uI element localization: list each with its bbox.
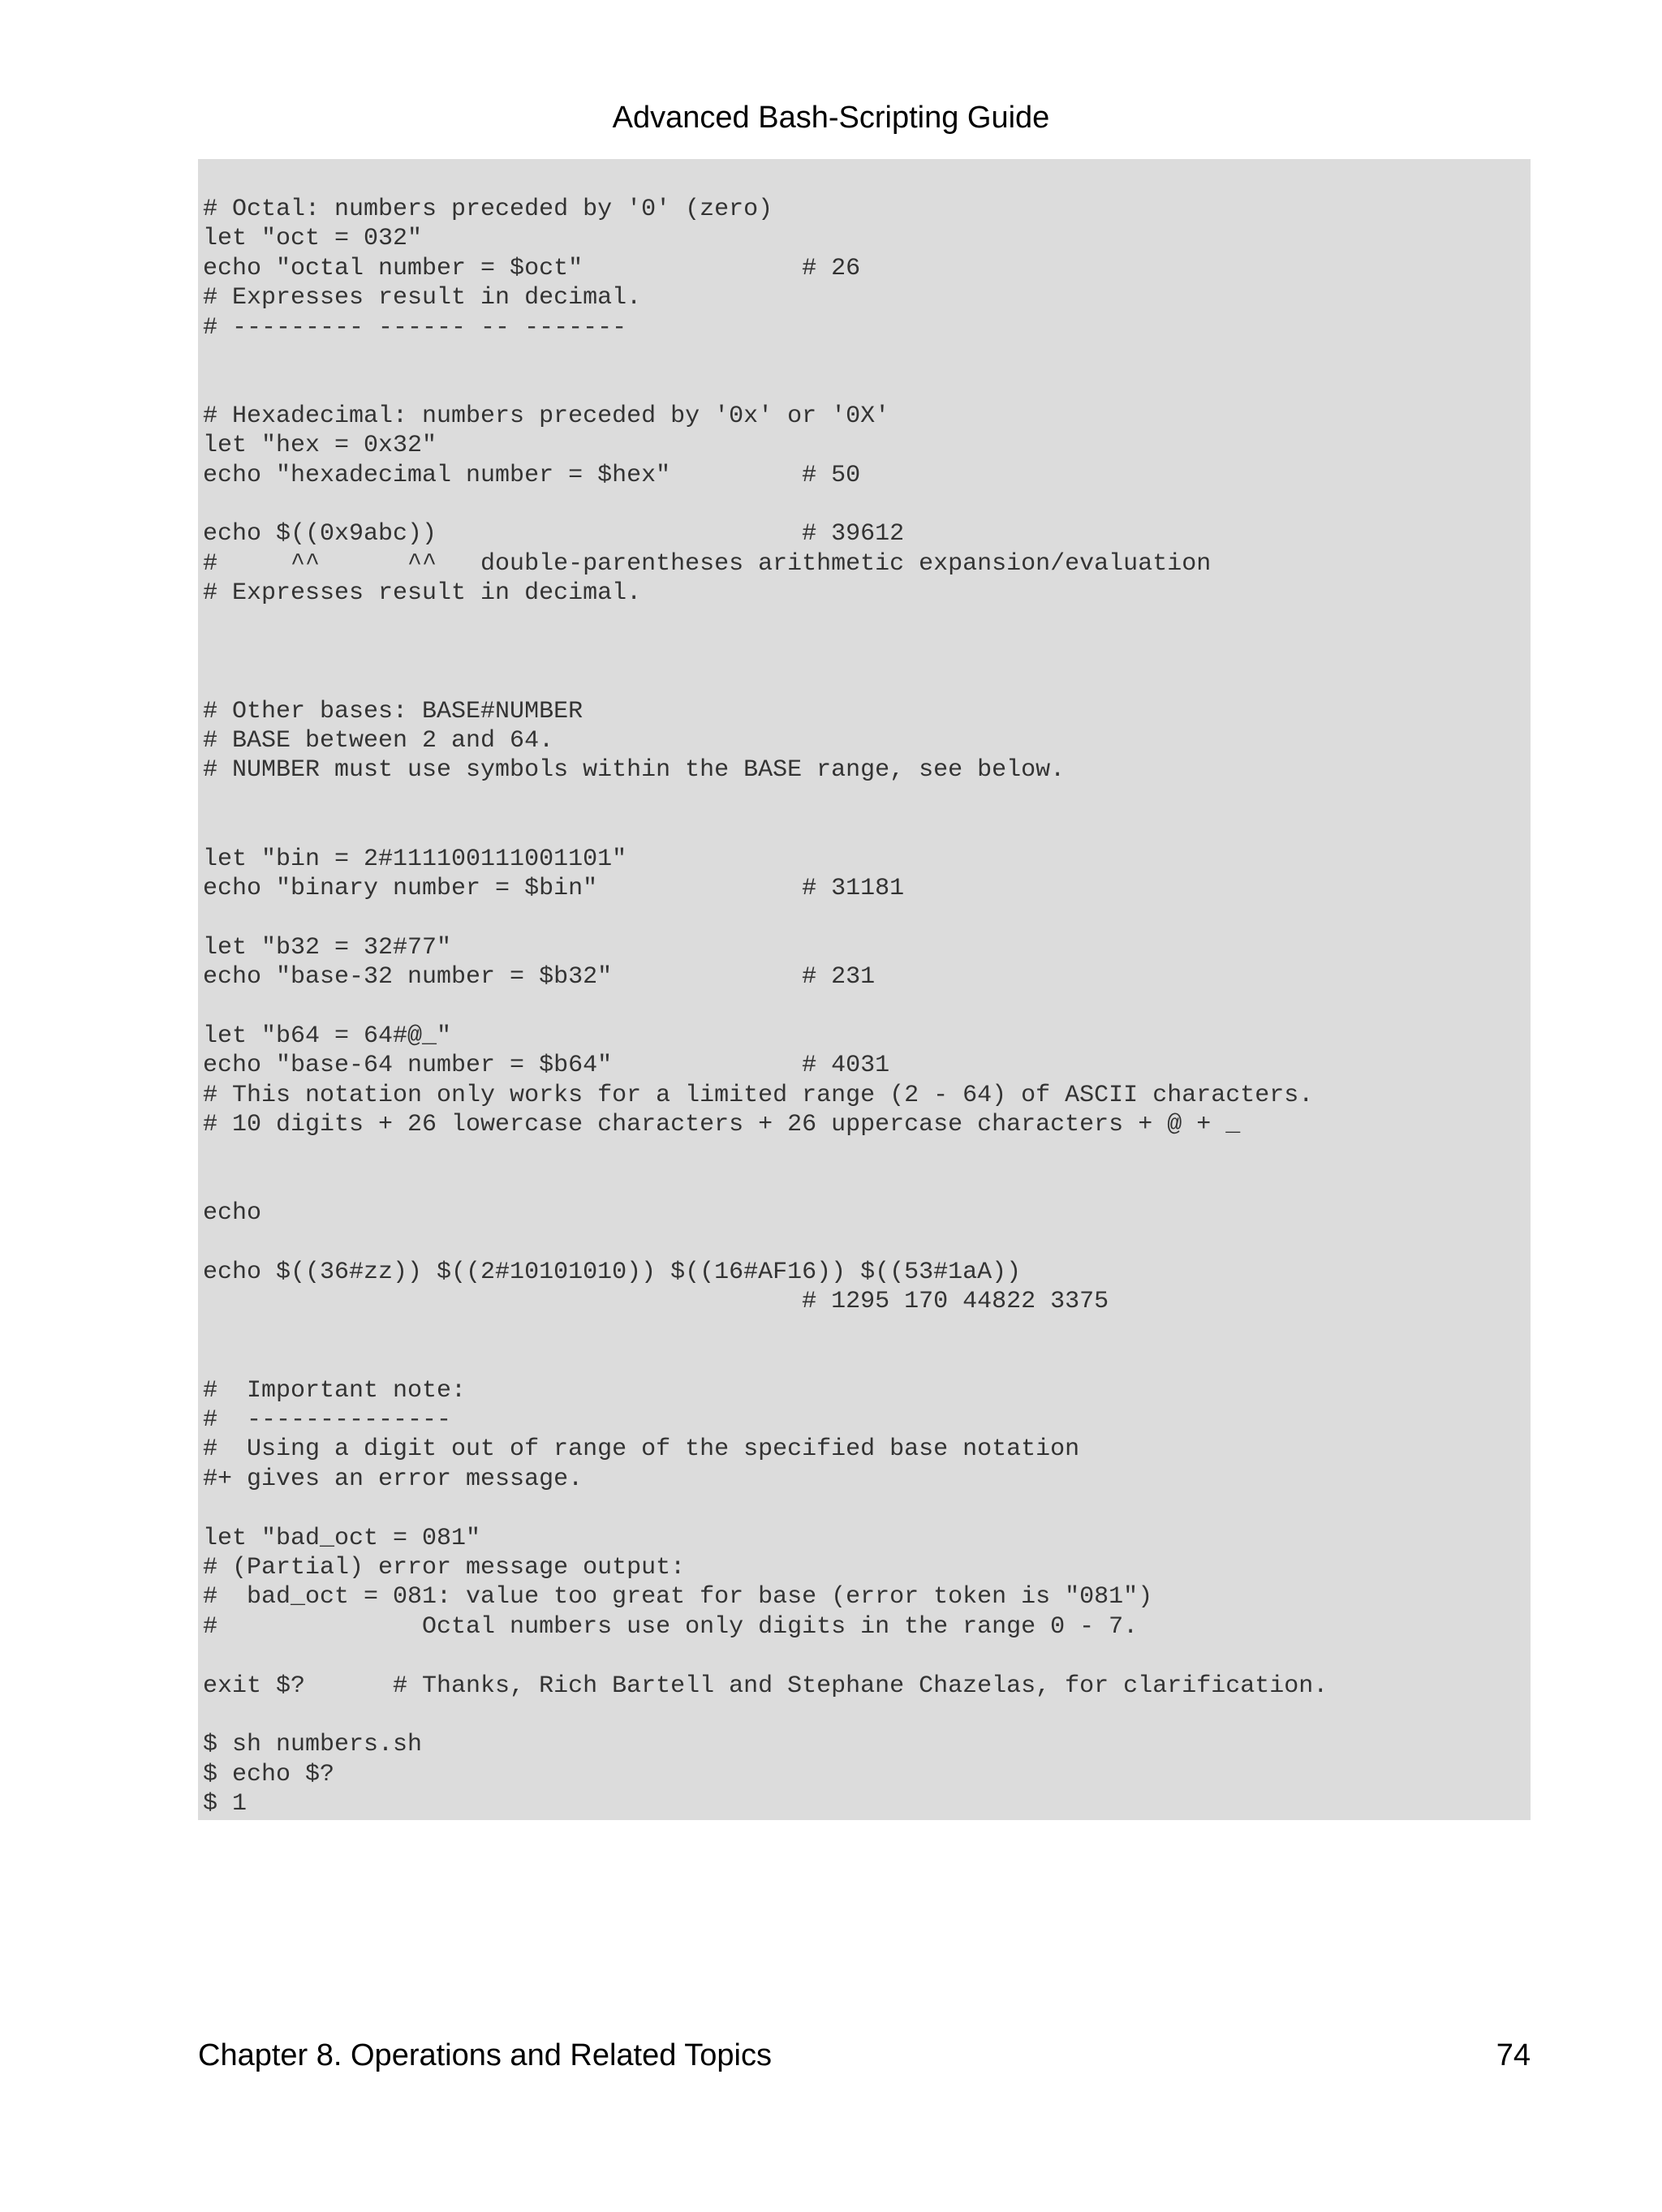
code-line: $ echo $? — [203, 1760, 335, 1788]
code-line: let "b64 = 64#@_" — [203, 1022, 452, 1050]
code-line: # --------- ------ -- ------- — [203, 313, 627, 342]
code-line: # Important note: — [203, 1376, 467, 1405]
code-line: # -------------- — [203, 1406, 452, 1435]
code-line: # ^^ ^^ double-parentheses arithmetic expansion/evaluation — [203, 549, 1212, 578]
code-line: echo "octal number = $oct" # 26 — [203, 254, 861, 282]
code-line — [203, 1317, 1526, 1346]
code-line: echo "base-64 number = $b64" # 4031 — [203, 1052, 890, 1080]
code-line — [203, 1140, 1526, 1169]
code-line — [203, 608, 1526, 637]
code-line: # NUMBER must use symbols within the BASE range, see below. — [203, 756, 1066, 785]
code-line: # (Partial) error message output: — [203, 1553, 686, 1582]
code-line — [203, 638, 1526, 667]
code-line: echo $((0x9abc)) # 39612 — [203, 520, 905, 549]
code-line — [203, 372, 1526, 401]
code-line: echo "base-32 number = $b32" # 231 — [203, 963, 876, 992]
code-line: exit $? # Thanks, Rich Bartell and Stephane Chazelas, for clarification. — [203, 1672, 1328, 1700]
code-line: let "bin = 2#111100111001101" — [203, 845, 627, 873]
code-line — [203, 490, 1526, 519]
code-line — [203, 785, 1526, 815]
code-line: # Expresses result in decimal. — [203, 284, 642, 312]
code-line — [203, 1229, 1526, 1258]
code-line: # 1295 170 44822 3375 — [203, 1288, 1109, 1316]
code-line: $ sh numbers.sh — [203, 1731, 423, 1759]
code-line: # Hexadecimal: numbers preceded by '0x' or '0X' — [203, 402, 890, 430]
code-line: # bad_oct = 081: value too great for base (error token is "081") — [203, 1583, 1153, 1612]
code-line: # Expresses result in decimal. — [203, 579, 642, 608]
code-line — [203, 1169, 1526, 1199]
code-line: #+ gives an error message. — [203, 1465, 583, 1493]
code-line — [203, 903, 1526, 932]
footer-page-number: 74 — [1496, 2038, 1531, 2072]
code-line — [203, 1494, 1526, 1523]
code-line: # Using a digit out of range of the specified base notation — [203, 1435, 1080, 1464]
code-line: let "b32 = 32#77" — [203, 933, 452, 962]
code-line: # 10 digits + 26 lowercase characters + 26 uppercase characters + @ + _ — [203, 1111, 1241, 1139]
code-line — [203, 1642, 1526, 1671]
code-line — [203, 667, 1526, 696]
code-line: echo $((36#zz)) $((2#10101010)) $((16#AF16)) $((53#1aA)) — [203, 1259, 1022, 1287]
code-line: # Other bases: BASE#NUMBER — [203, 697, 583, 725]
code-line: echo "binary number = $bin" # 31181 — [203, 874, 905, 902]
code-line: # BASE between 2 and 64. — [203, 727, 554, 755]
code-line: echo "hexadecimal number = $hex" # 50 — [203, 461, 861, 489]
page-header-title: Advanced Bash-Scripting Guide — [612, 101, 1050, 135]
code-line: let "bad_oct = 081" — [203, 1524, 481, 1552]
code-line: # Octal: numbers preceded by '0' (zero) — [203, 196, 773, 223]
code-line: let "oct = 032" — [203, 225, 423, 253]
code-listing — [198, 159, 1531, 1820]
page-footer — [198, 2035, 1531, 2076]
code-line: # Octal numbers use only digits in the range 0 - 7. — [203, 1612, 1139, 1641]
code-line — [203, 342, 1526, 372]
code-line — [203, 992, 1526, 1022]
code-line: $ 1 — [203, 1790, 248, 1818]
code-line: echo — [203, 1199, 262, 1228]
code-line — [203, 1701, 1526, 1730]
code-line — [203, 1346, 1526, 1375]
code-line: # This notation only works for a limited range (2 - 64) of ASCII characters. — [203, 1081, 1314, 1109]
code-line — [203, 815, 1526, 844]
code-line: let "hex = 0x32" — [203, 432, 437, 460]
footer-chapter-title: Chapter 8. Operations and Related Topics — [198, 2038, 772, 2072]
